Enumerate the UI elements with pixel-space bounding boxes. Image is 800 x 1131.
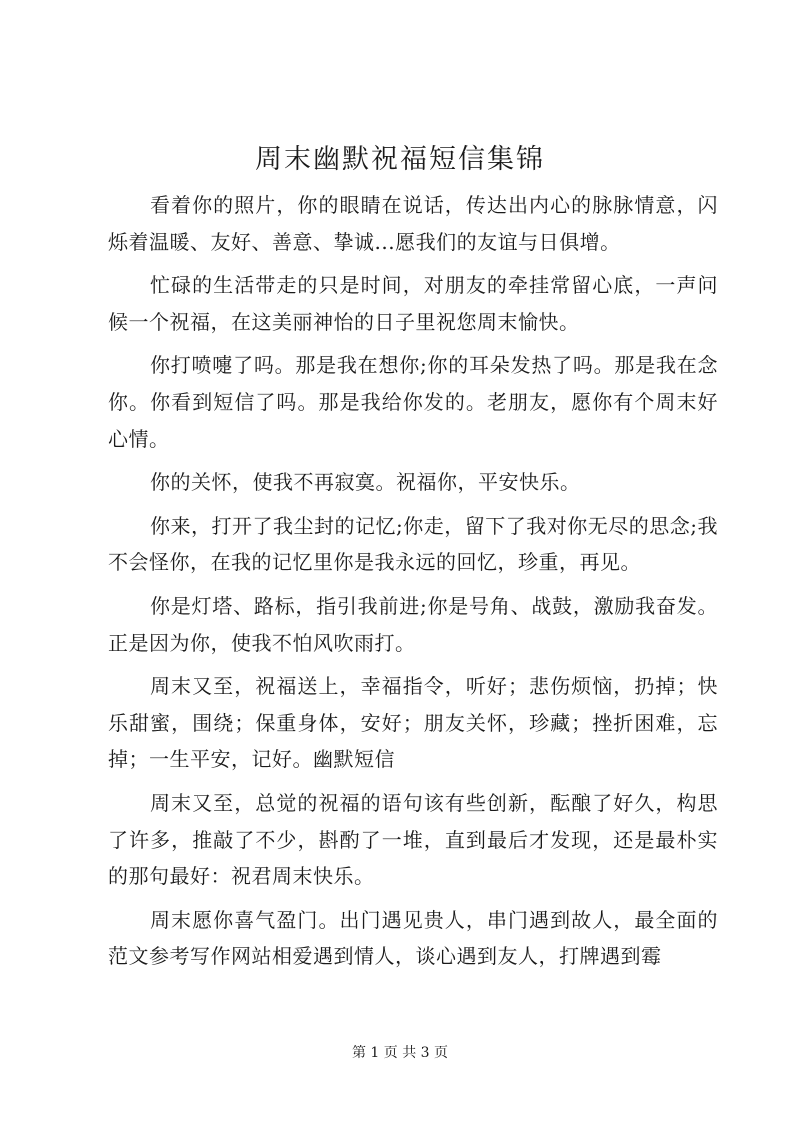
paragraph-3: 你打喷嚏了吗。那是我在想你;你的耳朵发热了吗。那是我在念你。你看到短信了吗。那是我给你发的。老朋友，愿你有个周末好心情。 bbox=[108, 353, 718, 451]
paragraph-7: 周末又至，祝福送上，幸福指令，听好；悲伤烦恼，扔掉；快乐甜蜜，围绕；保重身体，安好；朋友关怀，珍藏；挫折困难，忘掉；一生平安，记好。幽默短信 bbox=[108, 674, 718, 772]
paragraph-9: 周末愿你喜气盈门。出门遇见贵人，串门遇到故人，最全面的范文参考写作网站相爱遇到情人，谈心遇到友人，打牌遇到霉 bbox=[108, 907, 718, 969]
paragraph-4: 你的关怀，使我不再寂寞。祝福你，平安快乐。 bbox=[150, 470, 581, 495]
paragraph-6: 你是灯塔、路标，指引我前进;你是号角、战鼓，激励我奋发。正是因为你，使我不怕风吹雨打。 bbox=[108, 593, 718, 655]
paragraph-1: 看着你的照片，你的眼睛在说话，传达出内心的脉脉情意，闪烁着温暖、友好、善意、挚诚...愿我们的友谊与日俱增。 bbox=[108, 193, 718, 254]
paragraph-5: 你来，打开了我尘封的记忆;你走，留下了我对你无尽的思念;我不会怪你，在我的记忆里你是我永远的回忆，珍重，再见。 bbox=[108, 513, 718, 575]
document-body bbox=[108, 187, 718, 982]
paragraph-2: 忙碌的生活带走的只是时间，对朋友的牵挂常留心底，一声问候一个祝福，在这美丽神怡的日子里祝您周末愉快。 bbox=[108, 273, 718, 334]
paragraph-8: 周末又至，总觉的祝福的语句该有些创新，酝酿了好久，构思了许多，推敲了不少，斟酌了一堆，直到最后才发现，还是最朴实的那句最好：祝君周末快乐。 bbox=[108, 790, 718, 889]
page-title: 周末幽默祝福短信集锦 bbox=[255, 144, 545, 175]
page-footer: 第 1 页 共 3 页 bbox=[351, 1045, 449, 1061]
